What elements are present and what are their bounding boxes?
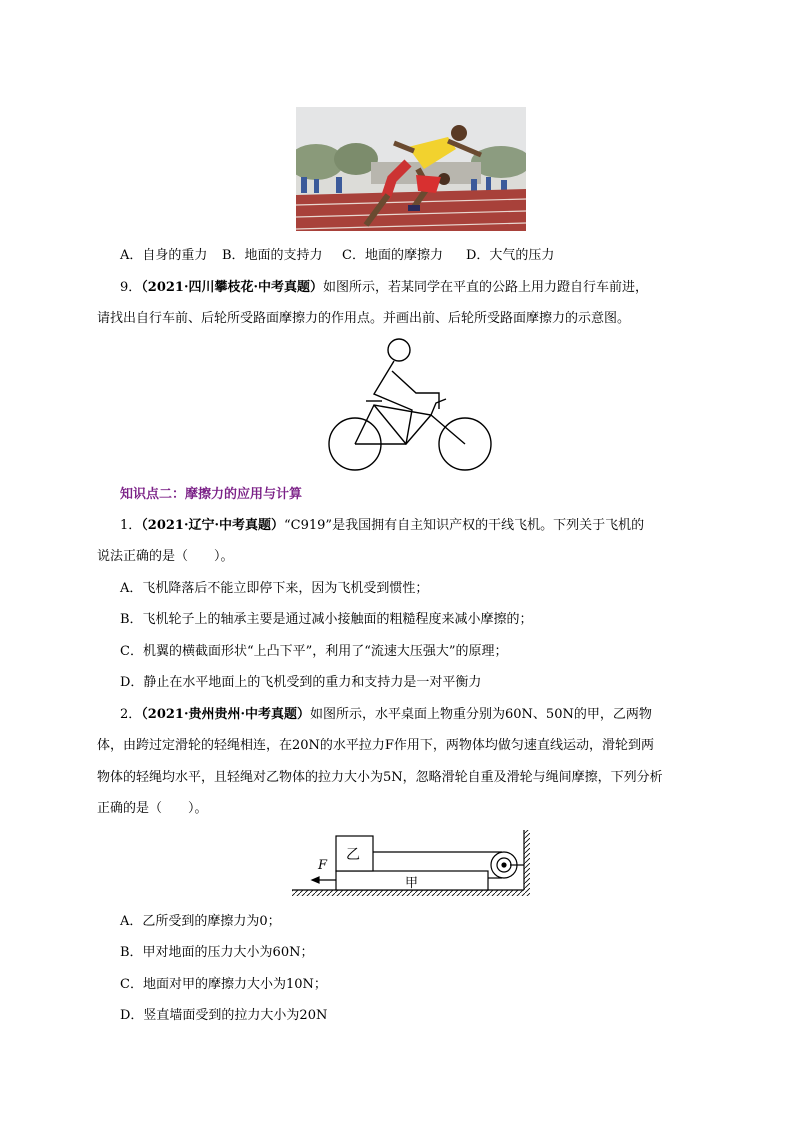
q2-line1: [120, 705, 652, 725]
q2-option-b: B．甲对地面的压力大小为60N；: [120, 945, 314, 960]
q1-option-a: A．飞机降落后不能立即停下来，因为飞机受到惯性；: [120, 581, 429, 596]
force-f-label: F: [318, 858, 328, 873]
q9-number: 9．: [120, 280, 142, 295]
q1-text: “C919”是我国拥有自主知识产权的干线飞机。下列关于飞机的: [284, 518, 645, 533]
q2-line2: 体，由跨过定滑轮的轻绳相连，在20N的水平拉力F作用下，两物体均做匀速直线运动，滑轮到两: [97, 738, 654, 753]
q1-option-d: D．静止在水平地面上的飞机受到的重力和支持力是一对平衡力: [120, 675, 482, 690]
q2-line4: 正确的是（ ）。: [97, 801, 208, 816]
q2-line3: 物体的轻绳均水平，且轻绳对乙物体的拉力大小为5N，忽略滑轮自重及滑轮与绳间摩擦，下列分析: [97, 770, 663, 785]
q2-source: （2021·贵州贵州·中考真题）: [141, 707, 311, 722]
q2-text: 如图所示，水平桌面上物重分别为60N、50N的甲，乙两物: [310, 707, 652, 722]
block-yi-label: 乙: [346, 847, 360, 863]
q9-line2: 请找出自行车前、后轮所受路面摩擦力的作用点。并画出前、后轮所受路面摩擦力的示意图。: [97, 311, 631, 326]
bicycle-figure: [326, 337, 496, 477]
q1-option-b: B．飞机轮子上的轴承主要是通过减小接触面的粗糙程度来减小摩擦的；: [120, 612, 533, 627]
option-c: C．地面的摩擦力: [342, 248, 443, 263]
option-a: A．自身的重力: [120, 248, 208, 263]
q9-source: （2021·四川攀枝花·中考真题）: [141, 280, 324, 295]
q1-number: 1．: [120, 518, 142, 533]
q2-option-a: A．乙所受到的摩擦力为0；: [120, 914, 281, 929]
option-b: B．地面的支持力: [222, 248, 323, 263]
option-d: D．大气的压力: [466, 248, 555, 263]
q2-option-c: C．地面对甲的摩擦力大小为10N；: [120, 977, 327, 992]
q1-line1: [120, 516, 644, 536]
pulley-figure: [290, 828, 535, 900]
q2-option-d: D．竖直墙面受到的拉力大小为20N: [120, 1008, 328, 1023]
q1-option-c: C．机翼的横截面形状“上凸下平”，利用了“流速大压强大”的原理；: [120, 644, 508, 659]
q1-line2: 说法正确的是（ ）。: [97, 549, 234, 564]
q9-text: 如图所示，若某同学在平直的公路上用力蹬自行车前进，: [323, 280, 649, 295]
section-title: 知识点二：摩擦力的应用与计算: [120, 487, 303, 502]
q2-number: 2．: [120, 707, 142, 722]
q9-line1: [120, 278, 648, 298]
block-jia-label: 甲: [405, 876, 419, 891]
q1-source: （2021·辽宁·中考真题）: [141, 518, 285, 533]
sprinter-photo: [296, 107, 526, 231]
q8-options: [120, 246, 554, 266]
